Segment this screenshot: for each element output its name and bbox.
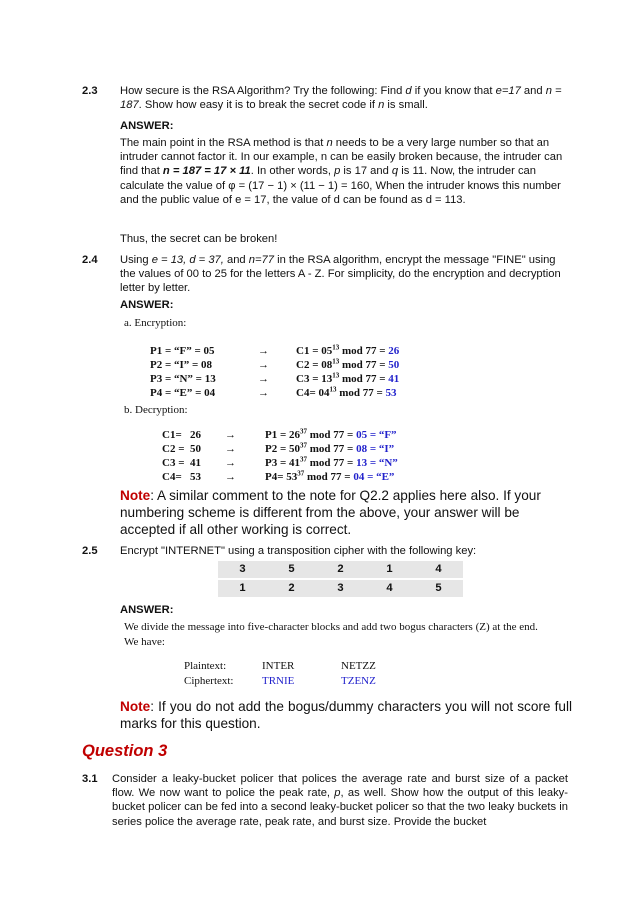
plaintext-block-2: NETZZ	[341, 660, 376, 672]
key-cell: 3	[218, 561, 267, 579]
answer-paragraph: The main point in the RSA method is that n needs to be a very large number so that an intruder cannot factor it. In our example, n can be easily broken because, the intruder can find that n = 187 = 17 × 11. In other words, p is 17 and q is 11. Now, the intruder can calculate the value of φ = (17 − 1) × (11 − 1) = 160, When the intruder knows this number and the public value of e = 17, the value of d can be found as d = 113.	[120, 137, 563, 206]
arrow-icon: →	[225, 429, 236, 441]
cipher-result: 41	[388, 373, 400, 385]
cipher-result: 50	[388, 359, 400, 371]
plaintext-label: Plaintext:	[184, 660, 227, 672]
cipher-result: 53	[385, 387, 397, 399]
cipher-base: C4= 04	[296, 387, 330, 399]
mod-expr: mod 77 =	[307, 443, 357, 455]
question-number: 2.5	[82, 545, 98, 557]
plaintext-block-1: INTER	[262, 660, 295, 672]
note-2-5: Note: If you do not add the bogus/dummy characters you will not score full marks for this question.	[120, 699, 572, 731]
question-number: 2.4	[82, 254, 98, 266]
answer-label: ANSWER:	[120, 120, 174, 132]
plain-base: P2 = 50	[265, 443, 300, 455]
exponent: 37	[300, 427, 307, 436]
exponent: 13	[329, 385, 337, 394]
exponent: 13	[332, 343, 340, 352]
question-number: 3.1	[82, 773, 98, 785]
question-text: Using e = 13, d = 37, and n=77 in the RSA algorithm, encrypt the message "FINE" using the values of 00 to 25 for the letters A - Z. For simplicity, do the encryption and decryption letter by letter.	[120, 254, 561, 295]
plain-base: P1 = 26	[265, 429, 300, 441]
mod-expr: mod 77 =	[307, 457, 357, 469]
exponent: 13	[332, 371, 340, 380]
ciphertext-label: Ciphertext:	[184, 675, 234, 687]
dec-plain	[265, 456, 398, 470]
section-heading: Question 3	[82, 742, 168, 760]
answer-label: ANSWER:	[120, 299, 174, 311]
mod-expr: mod 77 =	[304, 471, 354, 483]
dec-cipher: C2 = 50	[162, 443, 201, 455]
arrow-icon: →	[258, 373, 269, 385]
arrow-icon: →	[258, 387, 269, 399]
cipher-base: C2 = 08	[296, 359, 333, 371]
dec-plain	[265, 470, 394, 484]
dec-plain	[265, 442, 394, 456]
dec-cipher: C3 = 41	[162, 457, 201, 469]
arrow-icon: →	[225, 457, 236, 469]
key-cell: 5	[267, 561, 316, 579]
cipher-base: C1 = 05	[296, 345, 333, 357]
ciphertext-block-2: TZENZ	[341, 675, 376, 687]
mod-expr: mod 77 =	[307, 429, 357, 441]
key-cell: 1	[218, 579, 267, 598]
plain-result: 05 = “F”	[356, 429, 397, 441]
key-cell: 1	[365, 561, 414, 579]
key-table	[218, 561, 463, 599]
mod-expr: mod 77 =	[336, 387, 386, 399]
exponent: 37	[300, 455, 307, 464]
ciphertext-block-1: TRNIE	[262, 675, 295, 687]
note-2-4: Note: A similar comment to the note for Q2.2 applies here also. If your numbering scheme is different from the above, your answer will be accepted if all other working is correct.	[120, 488, 541, 537]
question-text: Consider a leaky-bucket policer that polices the average rate and burst size of a packet flow. We now want to police the peak rate, p, as well. Show how the output of this leaky-bucket policer can be fed into a second leaky-bucket policer so that the two leaky buckets in series police the average rate, peak rate, and burst size. Provide the bucket	[112, 773, 568, 828]
cipher-result: 26	[388, 345, 400, 357]
key-row-index	[218, 579, 463, 598]
dec-cipher: C4= 53	[162, 471, 201, 483]
arrow-icon: →	[225, 443, 236, 455]
plain-result: 08 = “I”	[356, 443, 395, 455]
enc-cipher	[296, 386, 397, 400]
plain-result: 04 = “E”	[353, 471, 395, 483]
plain-base: P3 = 41	[265, 457, 300, 469]
key-cell: 2	[316, 561, 365, 579]
dec-plain	[265, 428, 397, 442]
key-cell: 3	[316, 579, 365, 598]
question-text: How secure is the RSA Algorithm? Try the following: Find d if you know that e=17 and n = 187. Show how easy it is to break the secret code if n is small.	[120, 85, 562, 112]
enc-cipher	[296, 344, 399, 358]
question-text: Encrypt "INTERNET" using a transposition cipher with the following key:	[120, 545, 477, 557]
mod-expr: mod 77 =	[339, 373, 389, 385]
dec-cipher: C1= 26	[162, 429, 201, 441]
arrow-icon: →	[225, 471, 236, 483]
key-row-order	[218, 561, 463, 579]
cipher-base: C3 = 13	[296, 373, 333, 385]
arrow-icon: →	[258, 359, 269, 371]
answer-explanation: We divide the message into five-character blocks and add two bogus characters (Z) at the end. We have:	[124, 621, 538, 648]
enc-plain: P2 = “I” = 08	[150, 359, 213, 371]
key-cell: 4	[414, 561, 463, 579]
key-cell: 5	[414, 579, 463, 598]
arrow-icon: →	[258, 345, 269, 357]
answer-label: ANSWER:	[120, 604, 174, 616]
question-number: 2.3	[82, 85, 98, 97]
mod-expr: mod 77 =	[339, 359, 389, 371]
enc-cipher	[296, 372, 399, 386]
key-cell: 2	[267, 579, 316, 598]
exponent: 13	[332, 357, 340, 366]
exponent: 37	[297, 469, 305, 478]
exponent: 37	[300, 441, 307, 450]
plain-result: 13 = “N”	[356, 457, 398, 469]
encryption-title: a. Encryption:	[124, 317, 187, 329]
decryption-title: b. Decryption:	[124, 404, 188, 416]
enc-cipher	[296, 358, 399, 372]
key-cell: 4	[365, 579, 414, 598]
mod-expr: mod 77 =	[339, 345, 389, 357]
enc-plain: P3 = “N” = 13	[150, 373, 216, 385]
answer-conclusion: Thus, the secret can be broken!	[120, 233, 278, 245]
enc-plain: P4 = “E” = 04	[150, 387, 216, 399]
enc-plain: P1 = “F” = 05	[150, 345, 215, 357]
plain-base: P4= 53	[265, 471, 298, 483]
